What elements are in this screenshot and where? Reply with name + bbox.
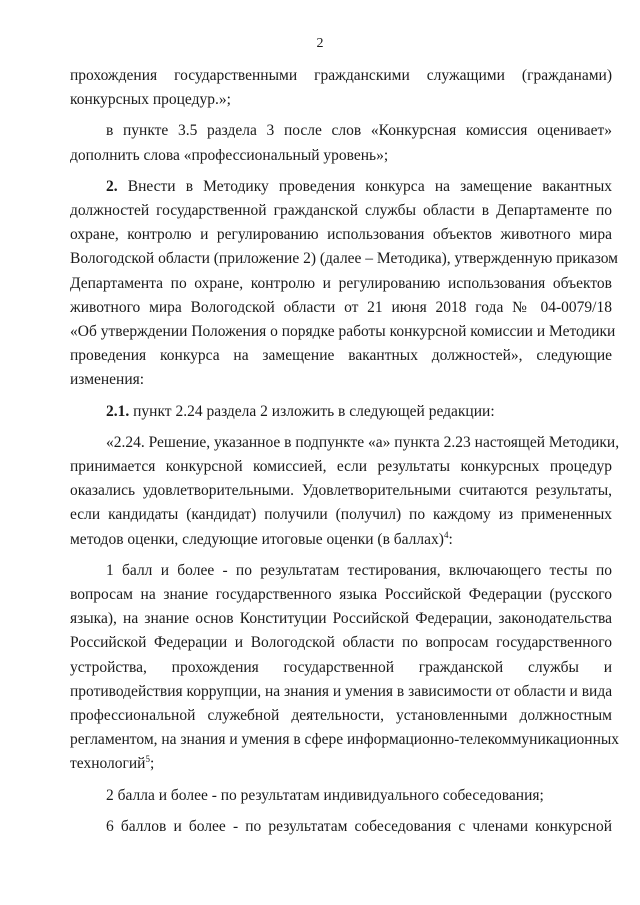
document-body <box>70 64 620 846</box>
text-line: охране, контролю и регулированию использования объектов животного мира <box>70 226 612 244</box>
paragraph-item-2 <box>70 175 618 393</box>
footnote-ref: 4 <box>443 529 449 540</box>
paragraph-continuation <box>70 64 612 112</box>
page-number: 2 <box>316 36 324 51</box>
text-line: прохождения государственными гражданскими служащими (гражданами) <box>70 67 612 84</box>
text-line: Вологодской области (приложение 2) (далее – Методика), утвержденную приказом <box>70 250 618 268</box>
text-line: 6 баллов и более - по результатам собеседования с членами конкурсной <box>106 817 612 835</box>
item-number: 2. <box>106 177 118 195</box>
text-line: профессиональной служебной деятельности, установленными должностным <box>70 707 612 725</box>
text-line: регламентом, на знания и умения в сфере информационно-телекоммуникационных <box>70 731 620 749</box>
paragraph-test-score <box>70 559 620 777</box>
paragraph-commission-score <box>70 815 612 839</box>
text-line: противодействия коррупции, на знания и умения в зависимости от области и вида <box>70 682 613 700</box>
text-line: языка), на знание основ Конституции Российской Федерации, законодательства <box>70 610 612 628</box>
text-line: в пункте 3.5 раздела 3 после слов «Конкурсная комиссия оценивает» <box>106 122 612 140</box>
text-line: Департамента по охране, контролю и регулированию использования объектов <box>70 274 612 292</box>
text-line: 2 балла и более - по результатам индивидуального собеседования; <box>106 786 544 804</box>
text-line: Российской Федерации и Вологодской области по вопросам государственного <box>70 634 612 652</box>
text-line: должностей государственной гражданской службы области в Департаменте по <box>70 202 612 220</box>
text-line: конкурсных процедур.»; <box>70 91 231 109</box>
text-line: изменения: <box>70 371 145 389</box>
text-line: методов оценки, следующие итоговые оценки (в баллах)$^4$: <box>70 529 453 548</box>
item-number: 2.1. <box>106 402 130 420</box>
footnote-ref: 5 <box>145 754 150 765</box>
paragraph-amendment-3-5 <box>70 119 612 167</box>
paragraph-interview-score <box>70 784 612 808</box>
text-line: оказались удовлетворительными. Удовлетворительными считаются результаты, <box>70 482 612 500</box>
paragraph-item-2-1 <box>70 400 612 424</box>
text-line: технологий$^5$; <box>70 754 155 773</box>
text-line: устройства, прохождения государственной гражданской службы и <box>70 658 612 676</box>
text-line: «Об утверждении Положения о порядке работы конкурсной комиссии и Методики <box>70 323 616 341</box>
text-line: дополнить слова «профессиональный уровень»; <box>70 146 389 164</box>
text-line: принимается конкурсной комиссией, если результаты конкурсных процедур <box>70 458 612 476</box>
text-line: вопросам на знание государственного языка Российской Федерации (русского <box>70 586 612 604</box>
text-line: если кандидаты (кандидат) получили (получил) по каждому из примененных <box>70 506 612 524</box>
text-line: животного мира Вологодской области от 21 июня 2018 года № 04-0079/18 <box>70 298 612 316</box>
paragraph-2-24 <box>70 431 620 552</box>
text-line: 2.1. пункт 2.24 раздела 2 изложить в следующей редакции: <box>106 402 495 420</box>
text-line: проведения конкурса на замещение вакантных должностей», следующие <box>70 347 612 365</box>
text-line: 2. Внести в Методику проведения конкурса на замещение вакантных <box>106 177 612 195</box>
text-line: «2.24. Решение, указанное в подпункте «а» пункта 2.23 настоящей Методики, <box>106 433 620 451</box>
text-line: 1 балл и более - по результатам тестирования, включающего тесты по <box>106 561 612 579</box>
